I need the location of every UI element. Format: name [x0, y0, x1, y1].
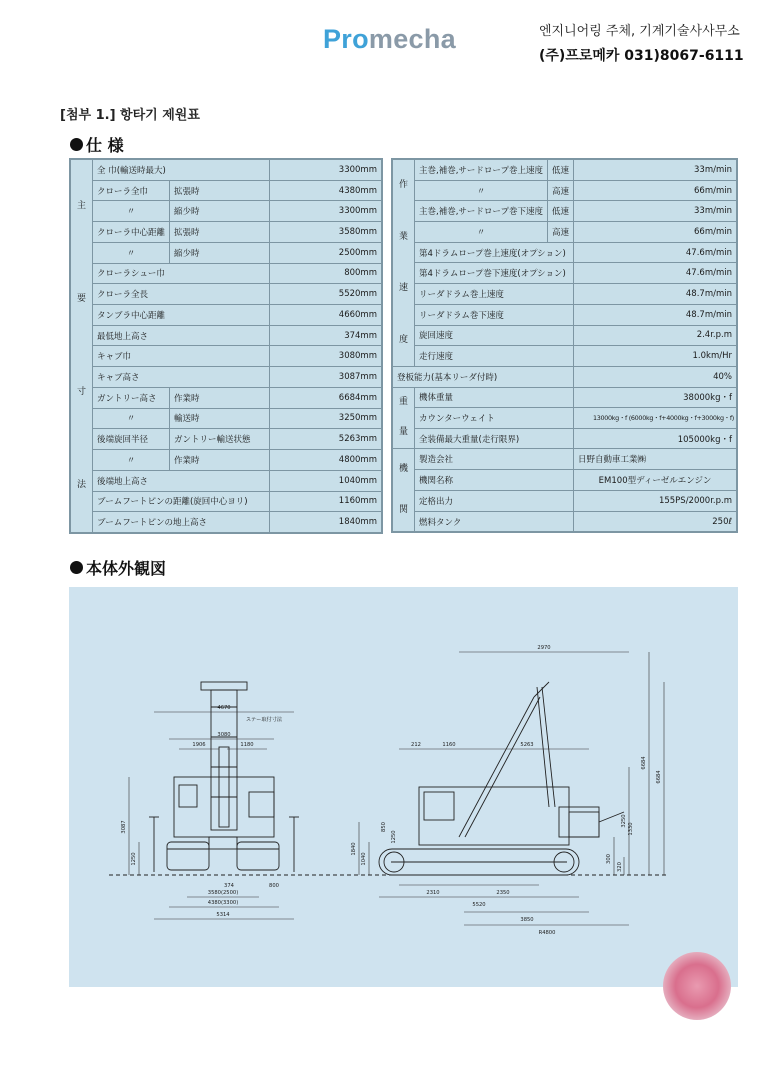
- row-label: 〃: [93, 408, 170, 429]
- category-dimensions: 主 要 寸 法: [71, 160, 93, 533]
- row-label: タンブラ中心距離: [93, 305, 270, 326]
- dim-850: 850: [381, 822, 387, 832]
- category-engine: 機 関: [393, 449, 415, 532]
- dim-4380: 4380(3300): [207, 900, 239, 906]
- row-sub: 作業時: [170, 387, 270, 408]
- company-tagline: 엔지니어링 주체, 기계기술사사무소: [539, 24, 740, 39]
- dim-4670: 4670: [217, 705, 231, 711]
- row-sub: ガントリー輸送状態: [170, 429, 270, 450]
- row-label: 製造会社: [415, 449, 574, 470]
- dim-r4800: R4800: [538, 930, 556, 936]
- row-value: 3300mm: [270, 201, 382, 222]
- row-value: 3580mm: [270, 222, 382, 243]
- row-value: 33m/min: [574, 201, 737, 222]
- row-value: 38000kg・f: [574, 387, 737, 408]
- row-value: 66m/min: [574, 180, 737, 201]
- logo-part1: Pro: [323, 24, 369, 54]
- dim-2350: 2350: [496, 890, 510, 896]
- bullet-icon: [70, 138, 83, 151]
- row-value: 3300mm: [270, 160, 382, 181]
- row-value: 2.4r.p.m: [574, 325, 737, 346]
- upper-body: [419, 787, 569, 845]
- dim-2310: 2310: [426, 890, 440, 896]
- row-value: 48.7m/min: [574, 304, 737, 325]
- row-value: 800mm: [270, 263, 382, 284]
- row-value: 3250mm: [270, 408, 382, 429]
- row-label: ブームフートピンの地上高さ: [93, 512, 270, 533]
- dim-320: 320: [617, 862, 623, 872]
- row-value: 33m/min: [574, 160, 737, 181]
- row-label: クローラ全長: [93, 284, 270, 305]
- row-sub: 縮少時: [170, 201, 270, 222]
- row-label: 機関名称: [415, 470, 574, 491]
- dim-5263: 5263: [520, 742, 534, 748]
- row-label: 第4ドラムロープ巻下速度(オプション): [415, 263, 574, 284]
- row-sub: 拡張時: [170, 222, 270, 243]
- company-contact: (주)프로메카 031)8067-6111: [539, 48, 744, 64]
- row-value: 5520mm: [270, 284, 382, 305]
- row-value: 13000kg・f (6000kg・f+4000kg・f+3000kg・f): [574, 408, 737, 429]
- bullet-icon: [70, 561, 83, 574]
- category-weight: 重 量: [393, 387, 415, 449]
- row-label: 定格出力: [415, 490, 574, 511]
- row-label: 〃: [93, 450, 170, 471]
- row-sub: 高速: [547, 222, 573, 243]
- dim-3250: 3250: [621, 814, 627, 828]
- row-label: クローラ中心距離: [93, 222, 170, 243]
- mast: [211, 690, 237, 830]
- row-label: リーダドラム巻下速度: [415, 304, 574, 325]
- row-sub: 高速: [547, 180, 573, 201]
- row-value: 40%: [574, 367, 737, 388]
- section-drawing-label: 本体外観図: [86, 559, 167, 578]
- dim-5520: 5520: [472, 902, 486, 908]
- row-value: 1040mm: [270, 470, 382, 491]
- gantry-boom: [459, 697, 534, 837]
- dim-374: 374: [224, 883, 234, 889]
- logo-part2: mecha: [368, 24, 456, 54]
- row-value: 日野自動車工業㈱: [574, 449, 737, 470]
- row-value: 250ℓ: [574, 511, 737, 532]
- dim-1250: 1250: [131, 852, 137, 866]
- dim-1160: 1160: [442, 742, 456, 748]
- machine-exterior-drawing: [69, 587, 738, 987]
- row-value: 5263mm: [270, 429, 382, 450]
- row-value: 48.7m/min: [574, 284, 737, 305]
- row-value: 155PS/2000r.p.m: [574, 490, 737, 511]
- row-label: キャブ巾: [93, 346, 270, 367]
- row-label: キャブ高さ: [93, 367, 270, 388]
- row-label: 〃: [93, 242, 170, 263]
- row-label: カウンターウェイト: [415, 408, 574, 429]
- dim-1840: 1840: [351, 842, 357, 856]
- row-value: 1160mm: [270, 491, 382, 512]
- row-value: 3087mm: [270, 367, 382, 388]
- dim-1180: 1180: [240, 742, 254, 748]
- row-value: 2500mm: [270, 242, 382, 263]
- row-sub: 輸送時: [170, 408, 270, 429]
- row-label: 全装備最大重量(走行限界): [415, 428, 574, 449]
- dim-3850: 3850: [520, 917, 534, 923]
- dim-1250-side: 1250: [391, 830, 397, 844]
- row-label: ブームフートピンの距離(旋回中心ヨリ): [93, 491, 270, 512]
- row-value: 47.6m/min: [574, 242, 737, 263]
- section-heading-spec: [70, 133, 124, 156]
- row-label: 旋回速度: [415, 325, 574, 346]
- row-value: 374mm: [270, 325, 382, 346]
- row-sub: 低速: [547, 201, 573, 222]
- row-value: 105000kg・f: [574, 428, 737, 449]
- section-spec-label: 仕 様: [86, 136, 124, 155]
- row-label: 第4ドラムロープ巻上速度(オプション): [415, 242, 574, 263]
- row-sub: 低速: [547, 160, 573, 181]
- row-value: 4800mm: [270, 450, 382, 471]
- company-info: [539, 20, 759, 65]
- dim-3580: 3580(2500): [207, 890, 239, 896]
- row-value: EM100型ディーゼルエンジン: [574, 470, 737, 491]
- row-label: 〃: [93, 201, 170, 222]
- row-label: ガントリー高さ: [93, 387, 170, 408]
- dim-212: 212: [411, 742, 421, 748]
- row-value: 3080mm: [270, 346, 382, 367]
- row-label: 主巻,補巻,サードロープ巻下速度: [415, 201, 548, 222]
- row-value: 47.6m/min: [574, 263, 737, 284]
- row-label: 全 巾(輸送時最大): [93, 160, 270, 181]
- right-crawler: [237, 842, 279, 870]
- row-label: 機体重量: [415, 387, 574, 408]
- dim-6684-a: 6684: [641, 756, 647, 770]
- dim-2970: 2970: [537, 645, 551, 651]
- row-value: 4660mm: [270, 305, 382, 326]
- dim-3080: 3080: [217, 732, 231, 738]
- company-seal-stamp: [663, 952, 731, 1020]
- dim-1906: 1906: [192, 742, 206, 748]
- spec-table-dimensions: [69, 158, 383, 534]
- category-work-speed: 作 業 速 度: [393, 160, 415, 367]
- row-sub: 拡張時: [170, 180, 270, 201]
- row-label: 最低地上高さ: [93, 325, 270, 346]
- left-crawler: [167, 842, 209, 870]
- attachment-title: [첨부 1.] 항타기 제원표: [60, 108, 200, 123]
- dim-300: 300: [606, 854, 612, 864]
- row-value: 4380mm: [270, 180, 382, 201]
- row-label: リーダドラム巻上速度: [415, 284, 574, 305]
- dim-3087: 3087: [121, 820, 127, 834]
- dim-5314: 5314: [216, 912, 230, 918]
- spec-table-performance: [391, 158, 738, 533]
- dim-1330: 1330: [628, 822, 634, 836]
- row-sub: 縮少時: [170, 242, 270, 263]
- row-label: 走行速度: [415, 346, 574, 367]
- row-sub: 作業時: [170, 450, 270, 471]
- section-heading-drawing: [70, 556, 166, 579]
- dim-800: 800: [269, 883, 279, 889]
- row-label: クローラシュー巾: [93, 263, 270, 284]
- row-label: 〃: [415, 180, 548, 201]
- row-value: 1840mm: [270, 512, 382, 533]
- row-label: 登板能力(基本リーダ付時): [393, 367, 574, 388]
- company-logo: [323, 24, 456, 55]
- stay-label: ステー取付寸法: [245, 717, 283, 723]
- row-label: 後端旋回半径: [93, 429, 170, 450]
- row-label: 後端地上高さ: [93, 470, 270, 491]
- row-value: 6684mm: [270, 387, 382, 408]
- row-label: 主巻,補巻,サードロープ巻上速度: [415, 160, 548, 181]
- mast-top: [201, 682, 247, 690]
- row-value: 66m/min: [574, 222, 737, 243]
- row-label: 〃: [415, 222, 548, 243]
- exterior-drawing-svg: [69, 587, 738, 987]
- row-value: 1.0km/Hr: [574, 346, 737, 367]
- row-label: クローラ全巾: [93, 180, 170, 201]
- row-label: 燃料タンク: [415, 511, 574, 532]
- dim-6684-b: 6684: [656, 770, 662, 784]
- dim-1040: 1040: [361, 852, 367, 866]
